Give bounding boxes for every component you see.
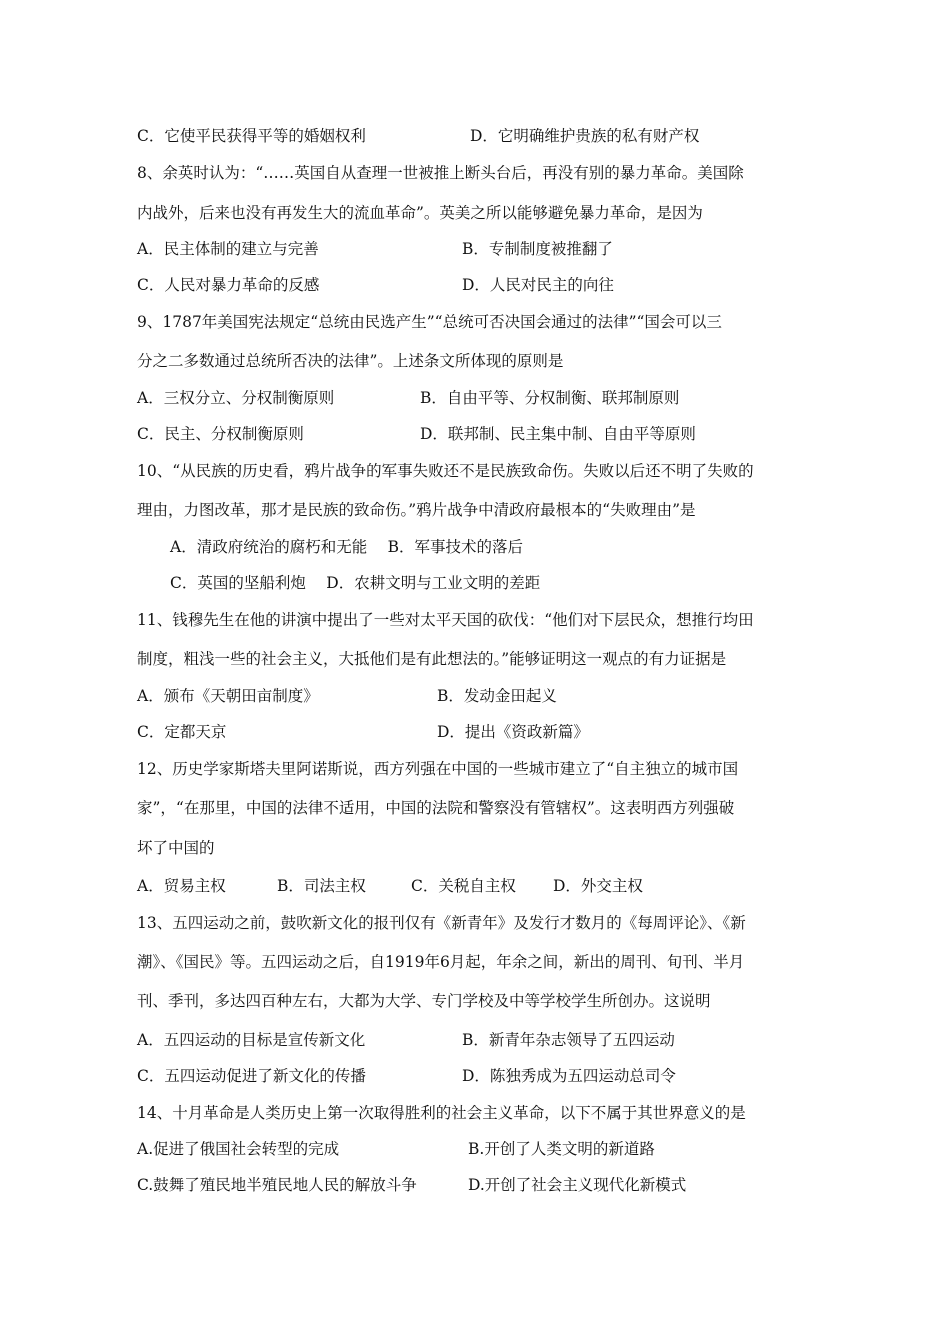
q13-stem-line-2: 潮》、《国民》等。五四运动之后，自1919年6月起，年余之间，新出的周刊、旬刊、半月	[137, 953, 745, 971]
q13-stem-line-1: 13、五四运动之前，鼓吹新文化的报刊仅有《新青年》及发行才数月的《每周评论》、《新	[137, 914, 746, 932]
q11-option-d: D．提出《资政新篇》	[437, 723, 589, 741]
q12-stem-line-3: 坏了中国的	[137, 839, 215, 857]
q11-option-a: A．颁布《天朝田亩制度》	[137, 687, 319, 705]
q12-option-d: D．外交主权	[553, 877, 643, 895]
q11-option-c: C．定都天京	[137, 723, 227, 741]
q13-option-d: D．陈独秀成为五四运动总司令	[462, 1067, 676, 1085]
q13-option-c: C．五四运动促进了新文化的传播	[137, 1067, 366, 1085]
q13-stem-line-3: 刊、季刊，多达四百种左右，大都为大学、专门学校及中等学校学生所创办。这说明	[137, 992, 711, 1010]
q14-stem-line-1: 14、十月革命是人类历史上第一次取得胜利的社会主义革命，以下不属于其世界意义的是	[137, 1104, 746, 1122]
q8-option-d: D．人民对民主的向往	[462, 276, 614, 294]
q13-option-a: A．五四运动的目标是宣传新文化	[137, 1031, 366, 1049]
q10-options-a-b: A．清政府统治的腐朽和无能 B．军事技术的落后	[170, 538, 524, 556]
q8-option-c: C．人民对暴力革命的反感	[137, 276, 320, 294]
q9-stem-line-2: 分之二多数通过总统所否决的法律”。上述条文所体现的原则是	[137, 352, 564, 370]
q7-option-c: C．它使平民获得平等的婚姻权利	[137, 127, 366, 145]
q11-stem-line-1: 11、钱穆先生在他的讲演中提出了一些对太平天国的砍伐：“他们对下层民众，想推行均田	[137, 611, 754, 629]
q11-option-b: B．发动金田起义	[437, 687, 557, 705]
q9-option-d: D．联邦制、民主集中制、自由平等原则	[420, 425, 696, 443]
q14-option-d: D.开创了社会主义现代化新模式	[468, 1176, 687, 1194]
q7-option-d: D．它明确维护贵族的私有财产权	[470, 127, 700, 145]
q9-option-b: B．自由平等、分权制衡、联邦制原则	[420, 389, 680, 407]
q9-option-a: A．三权分立、分权制衡原则	[137, 389, 335, 407]
q8-option-b: B．专制制度被推翻了	[462, 240, 613, 258]
q14-option-b: B.开创了人类文明的新道路	[468, 1140, 655, 1158]
q10-stem-line-1: 10、“从民族的历史看，鸦片战争的军事失败还不是民族致命伤。失败以后还不明了失败的	[137, 462, 754, 480]
q12-option-b: B．司法主权	[277, 877, 366, 895]
q9-option-c: C．民主、分权制衡原则	[137, 425, 304, 443]
q11-stem-line-2: 制度，粗浅一些的社会主义，大抵他们是有此想法的。”能够证明这一观点的有力证据是	[137, 650, 727, 668]
q8-stem-line-2: 内战外，后来也没有再发生大的流血革命”。英美之所以能够避免暴力革命，是因为	[137, 204, 703, 222]
q12-stem-line-2: 家”，“在那里，中国的法律不适用，中国的法院和警察没有管辖权”。这表明西方列强破	[137, 799, 735, 817]
q12-stem-line-1: 12、历史学家斯塔夫里阿诺斯说，西方列强在中国的一些城市建立了“自主独立的城市国	[137, 760, 739, 778]
q8-stem-line-1: 8、余英时认为：“……英国自从查理一世被推上断头台后，再没有别的暴力革命。美国除	[137, 164, 744, 182]
q9-stem-line-1: 9、1787年美国宪法规定“总统由民选产生”“总统可否决国会通过的法律”“国会可以三	[137, 313, 722, 331]
q13-option-b: B．新青年杂志领导了五四运动	[462, 1031, 675, 1049]
q14-option-c: C.鼓舞了殖民地半殖民地人民的解放斗争	[137, 1176, 417, 1194]
q8-option-a: A．民主体制的建立与完善	[137, 240, 319, 258]
q14-option-a: A.促进了俄国社会转型的完成	[137, 1140, 340, 1158]
q12-option-a: A．贸易主权	[137, 877, 226, 895]
q10-options-c-d: C．英国的坚船利炮 D．农耕文明与工业文明的差距	[170, 574, 541, 592]
q12-option-c: C．关税自主权	[411, 877, 516, 895]
q10-stem-line-2: 理由，力图改革，那才是民族的致命伤。”鸦片战争中清政府最根本的“失败理由”是	[137, 501, 696, 519]
